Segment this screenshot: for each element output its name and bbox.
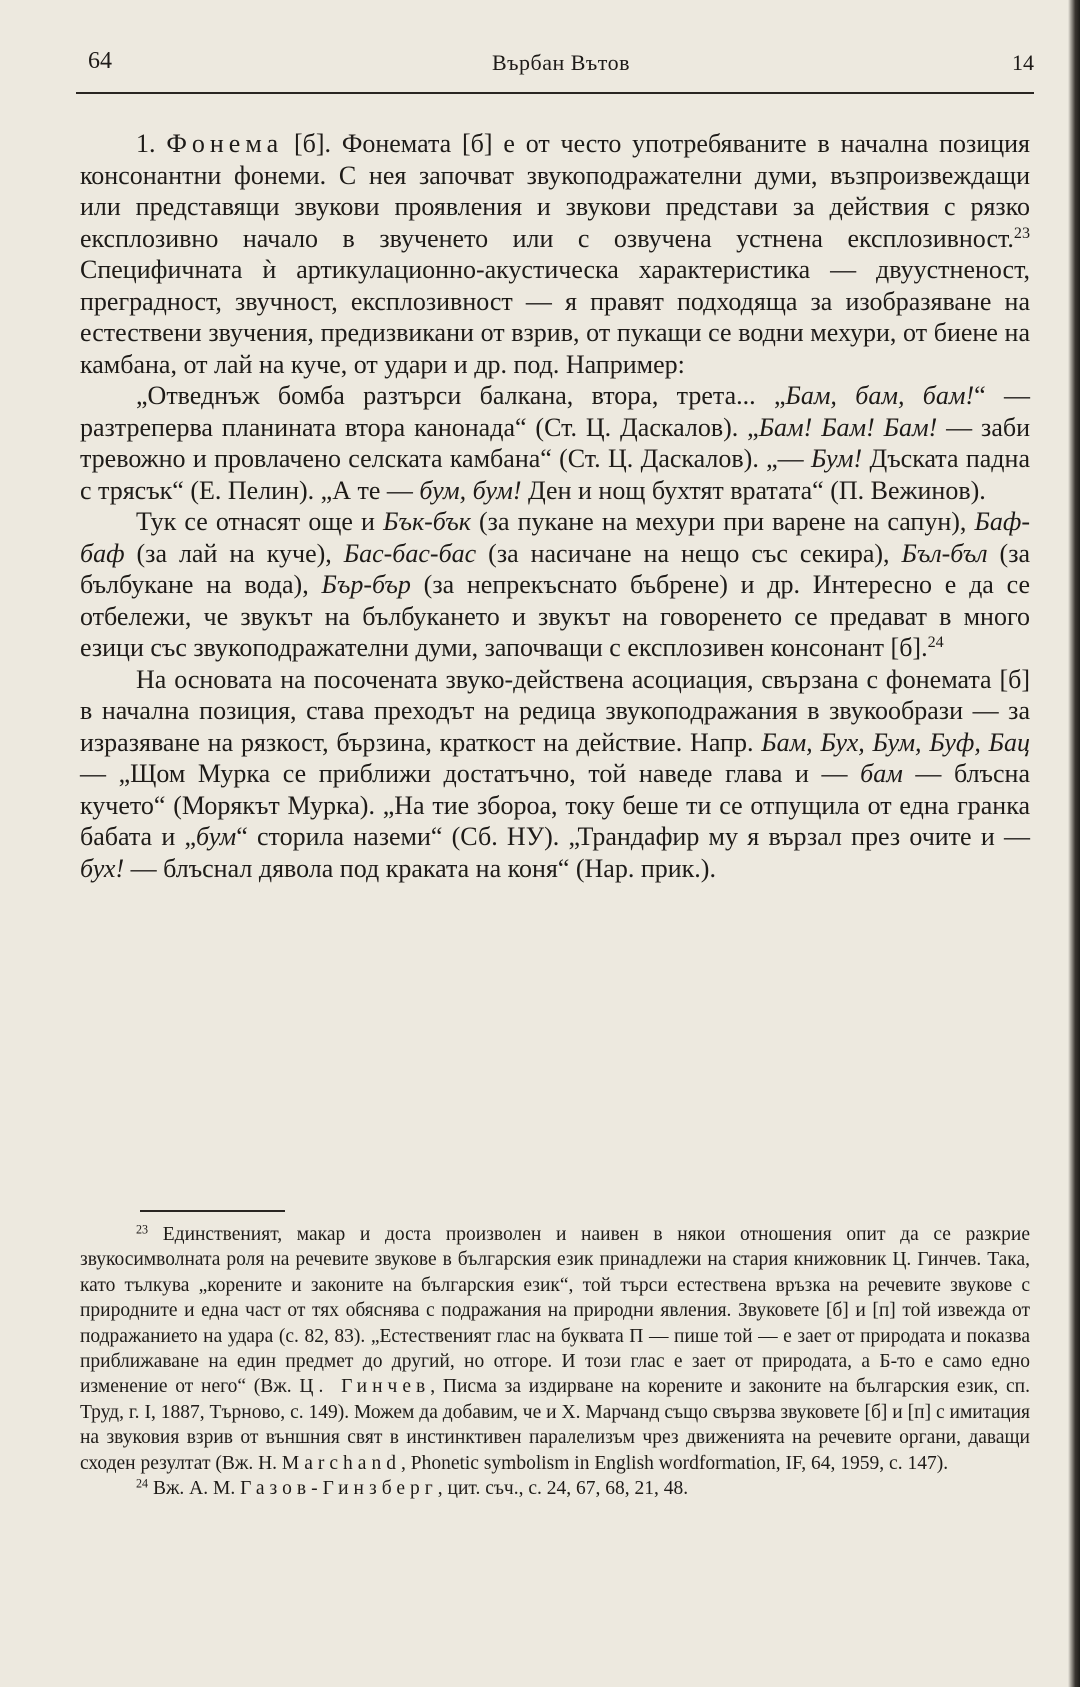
text-run: , Писма за издирване на корените и законите на българския език, сп. Труд, г. I, 1887, Търново, с. 149). Можем да добавим, че и Х. Марчанд също свързва звуковете [б] и [п] с имитация на звуковия взрив от външния свят в инстинктивен паралелизъм чрез движенията на речевите органи, даващи сходен резултат (Вж. Н. xyxy=(80,1376,1030,1474)
text-run: (за непрекъснато бъбрене) и др. Интересно е да се отбележи, че звукът на бълбукането и звукът на говоренето се предават в много езици със звукоподражателни думи, започващи с експлозивен консонант [б]. xyxy=(80,570,1030,662)
italic-example: Бъл-бъл xyxy=(901,538,988,568)
italic-example: бух! xyxy=(80,853,125,883)
text-run: , цит. съч., с. 24, 67, 68, 21, 48. xyxy=(437,1478,689,1500)
header-rule xyxy=(76,92,1034,94)
footnote-number: 24 xyxy=(136,1476,149,1491)
italic-example: Баф-баф xyxy=(80,507,1030,568)
folio-number: 14 xyxy=(1012,50,1034,75)
running-title-author: Върбан Вътов xyxy=(491,50,631,75)
spaced-author: Marchand xyxy=(281,1452,401,1474)
italic-example: Бам! Бам! Бам! xyxy=(758,412,938,442)
main-text xyxy=(80,128,1030,884)
text-run: — „Щом Мурка се приближи достатъчно, той наведе глава и — xyxy=(80,759,861,788)
italic-example: Бум! xyxy=(811,444,863,473)
italic-example: бум, бум! xyxy=(419,475,522,505)
italic-example: Бам, бам, бам! xyxy=(785,381,975,410)
text-run: “ сторила наземи“ (Сб. НУ). „Трандафир му я вързал през очите и — xyxy=(236,822,1030,851)
footnote-23 xyxy=(80,1222,1030,1476)
footnote-number: 23 xyxy=(136,1222,149,1237)
text-run: Тук се отнасят още и xyxy=(136,507,384,536)
footnote-ref-23[interactable]: 23 xyxy=(1013,224,1030,242)
spaced-author: Газов-Гинзберг xyxy=(240,1478,438,1500)
paragraph-2 xyxy=(80,380,1030,506)
italic-example: Бък-бък xyxy=(383,507,471,536)
footnotes xyxy=(80,1222,1030,1501)
text-run: — заби тревожно и провлачено селската камбана“ (Ст. Ц. Даскалов). „— xyxy=(80,412,1030,473)
footnote-ref-24[interactable]: 24 xyxy=(927,634,944,652)
text-run: (за насичане на нещо със секира), xyxy=(476,538,902,568)
book-spine-shadow xyxy=(1068,0,1080,1687)
text-run: Единственият, макар и доста произволен и наивен в някои отношения опит да се разкрие звукосимволната роля на речевите звукове в българския език принадлежи на стария книжовник Ц. Гинчев. Така, като тълкува „корените и законите на българския език“, той търси естествена връзка на речевите звукове с природните и една част от тях обяснява с подражания на природни явления. Звуковете [б] и [п] той извежда от подражанието на удара (с. 82, 83). „Естественият глас на буквата П — пише той — е зает от природата и показва приближаване на един предмет до другий, но отгоре. И този глас е зает от природата, а Б-то е само едно изменение от него“ (Вж. xyxy=(80,1224,1030,1398)
section-number: 1. xyxy=(136,129,156,158)
italic-example: Бас-бас-бас xyxy=(343,538,477,568)
text-run: Специфичната ѝ артикулационно-акустическа характеристика — двуустненост, преградност, звучност, експлозивност — я правят подходяща за изобразяване на естествени звучения, предизвикани от взрив, от пукащи се водни мехури, от биене на камбана, от лай на куче, от удари и др. под. Например: xyxy=(80,255,1030,379)
text-run: Ден и нощ бухтят вратата“ (П. Вежинов). xyxy=(521,475,986,505)
spaced-term: Фонема xyxy=(166,129,284,158)
footnote-separator xyxy=(140,1210,285,1212)
text-run: [б]. Фонемата [б] е от често употребяваните в начална позиция консонантни фонеми. С нея започват звукоподражателни думи, възпроизвеждащи или представящи звукови проявления и звукови представи за действия с рязко експлозивно начало в звученето или с озвучена устнена експлозивност. xyxy=(80,129,1031,253)
paragraph-1 xyxy=(80,128,1030,380)
spaced-author: Ц. Гинчев xyxy=(299,1376,431,1398)
text-run: — блъснал дявола под краката на коня“ (Нар. прик.). xyxy=(124,853,716,883)
italic-example: Бам, Бух, Бум, Буф, Бац xyxy=(761,727,1030,757)
paragraph-3 xyxy=(80,506,1030,664)
running-header xyxy=(88,48,1034,84)
text-run: Дъската падна с трясък“ (Е. Пелин). „А те — xyxy=(80,444,1030,505)
footnote-24 xyxy=(80,1476,1030,1501)
italic-example: Бър-бър xyxy=(321,570,411,599)
text-run: “ — разтреперва планината втора канонада“ (Ст. Ц. Даскалов). „ xyxy=(80,381,1030,442)
text-run: — блъсна кучето“ (Морякът Мурка). „На тие збороа, току беше ти се отпущила от една гранка бабата и „ xyxy=(80,759,1030,851)
italic-example: бум xyxy=(196,822,237,851)
page-number: 64 xyxy=(88,48,112,74)
text-run: На основата на посочената звуко-действена асоциация, свързана с фонемата [б] в начална позиция, става преходът на редица звукоподражания в звукообрази — за изразяване на рязкост, бързина, краткост на действие. Напр. xyxy=(80,664,1030,757)
italic-example: бам xyxy=(860,759,903,788)
text-run: „Отведнъж бомба разтърси балкана, втора, трета... „ xyxy=(136,381,786,410)
text-run: (за бълбукане на вода), xyxy=(80,538,1031,599)
paragraph-4 xyxy=(80,664,1030,885)
text-run: , Phonetic symbolism in English wordformation, IF, 64, 1959, с. 147). xyxy=(400,1452,949,1474)
text-run: Вж. А. М. xyxy=(148,1478,241,1500)
text-run: (за лай на куче), xyxy=(124,538,344,568)
text-run: (за пукане на мехури при варене на сапун), xyxy=(470,507,975,536)
